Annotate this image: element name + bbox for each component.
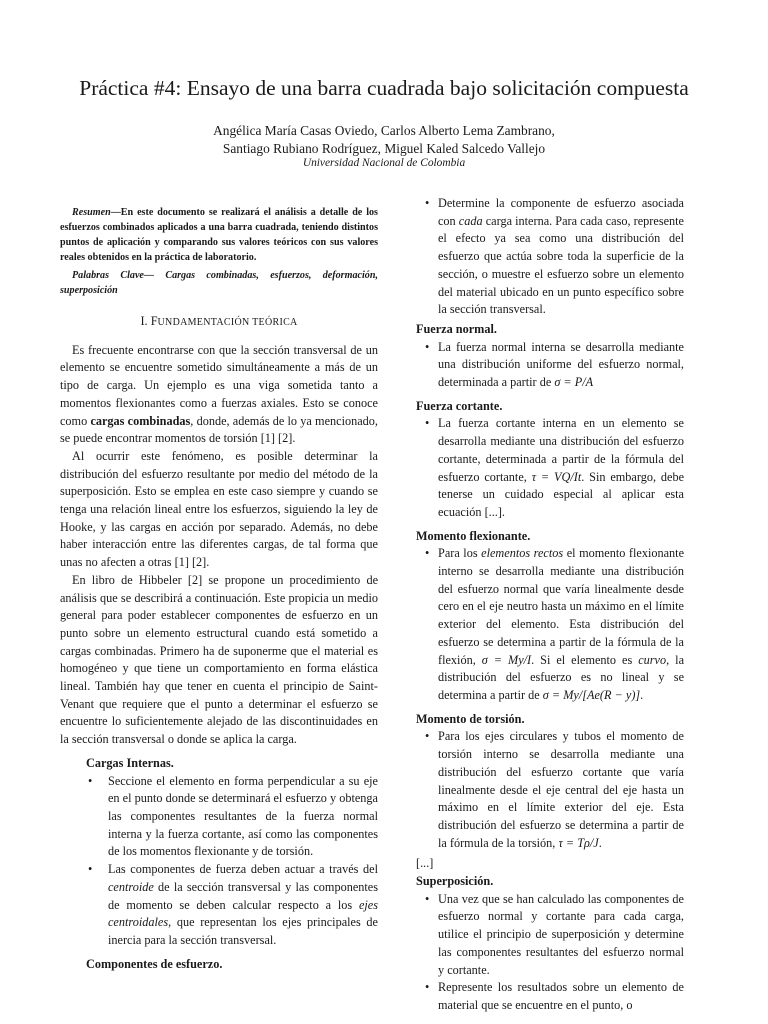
keywords xyxy=(60,268,378,298)
bullet-icon: • xyxy=(425,546,430,561)
left-column xyxy=(60,205,378,973)
bullet-icon: • xyxy=(88,862,93,877)
list-item xyxy=(416,728,684,852)
componentes-heading: Componentes de esfuerzo. xyxy=(86,956,223,971)
authors-line-2: Santiago Rubiano Rodríguez, Miguel Kaled Salcedo Vallejo xyxy=(222,141,546,156)
list-item-emphasis: centroide xyxy=(108,879,154,894)
paragraph-2: Al ocurrir este fenómeno, es posible determinar la distribución del esfuerzo resultante por medio del método de la superposición. Esto se emplea en este caso siempre y cuando se tenga una relación lineal entre los esfuerzos, siguiendo la ley de Hooke, y las cargas en acción por separado. Además, no debe haber interacción entre las diferentes cargas, de tal forma que unas no afecten a otras [1] [2]. xyxy=(60,448,378,570)
list-item xyxy=(416,339,684,392)
section-heading xyxy=(60,313,378,332)
paragraph-1-bold: cargas combinadas xyxy=(90,413,191,428)
cargas-internas-heading: Cargas Internas. xyxy=(86,755,174,770)
list-item-text: . xyxy=(640,687,644,702)
list-item-text: , la distribución del esfuerzo es no lineal y se determina a partir de xyxy=(438,652,685,702)
cargas-internas-list xyxy=(60,773,378,950)
list-item-text: . Si el elemento es xyxy=(531,652,639,667)
list-item-text: Seccione el elemento en forma perpendicular a su eje en el punto donde se determinará el esfuerzo y obtenga las componentes resultantes de la fuerza normal interna y la fuerza cortante, así como las componentes de los momentos flexionante y de torsión. xyxy=(108,773,378,859)
fuerza-normal-heading: Fuerza normal. xyxy=(416,321,497,336)
bullet-icon: • xyxy=(425,729,430,744)
list-item-text: Las componentes de fuerza deben actuar a través del xyxy=(108,862,378,877)
list-item-text: Represente los resultados sobre un elemento de material que se encuentre en el punto, o xyxy=(438,980,684,1012)
list-item xyxy=(416,891,684,980)
list-item-text: . Sin embargo, debe tenerse un cuidado especial al aplicar esta ecuación [...]. xyxy=(438,469,685,519)
componentes-list xyxy=(416,195,684,319)
section-title-rest: UNDAMENTACIÓN TEÓRICA xyxy=(157,317,298,328)
affiliation: Universidad Nacional de Colombia xyxy=(302,157,466,169)
list-item xyxy=(416,979,684,1014)
abstract xyxy=(60,205,378,265)
list-item-text: Una vez que se han calculado las componentes de esfuerzo normal y cortante para cada carga, utilice el principio de superposición y determine las componentes resultantes del esfuerzo normal y cortante. xyxy=(438,891,684,977)
formula: σ = P/A xyxy=(554,375,594,390)
momento-flexionante-list xyxy=(416,545,684,704)
list-item-text: Determine la componente de esfuerzo asociada con xyxy=(438,196,684,228)
list-item xyxy=(60,773,378,862)
list-item-text: Para los xyxy=(438,546,482,561)
list-item-emphasis: ejes centroidales xyxy=(108,897,378,930)
bullet-icon: • xyxy=(425,196,430,210)
fuerza-cortante-list xyxy=(416,415,684,521)
momento-torsion-list xyxy=(416,728,684,852)
bullet-icon: • xyxy=(425,416,430,431)
formula: σ = My/I xyxy=(481,652,532,667)
list-item xyxy=(416,545,684,704)
list-item-emphasis: elementos rectos xyxy=(481,546,564,561)
bullet-icon: • xyxy=(425,339,430,354)
section-number: I. xyxy=(140,314,148,328)
formula: τ = VQ/It xyxy=(531,469,582,484)
ellipsis-text: [...] xyxy=(416,856,434,871)
fuerza-normal-list xyxy=(416,339,684,392)
paragraph-1-text-end: , donde, además de lo ya mencionado, se puede encontrar momentos de torsión [1] [2]. xyxy=(60,413,378,446)
list-item-text: . xyxy=(598,835,602,850)
list-item-text: La fuerza normal interna se desarrolla mediante una distribución uniforme del esfuerzo normal, determinada a partir de xyxy=(438,339,684,390)
paragraph-3: En libro de Hibbeler [2] se propone un procedimiento de análisis que se describirá a continuación. Este propicia un medio general para poder establecer componentes de esfuerzo en un punto sobre un elemento estructural cuando está sometido a cargas combinadas. Primero ha de suponerme que el material es homogéneo y que tiene un comportamiento en forma elástica lineal. También hay que tener en cuenta el principio de Saint-Venant que requiere que el punto a determinar el esfuerzo se encuentre lo suficientemente alejado de las discontinuidades en la sección transversal o donde se aplica la carga. xyxy=(60,572,378,747)
fuerza-cortante-heading: Fuerza cortante. xyxy=(416,398,503,413)
list-item-text: , que representan los ejes principales de inercia para la sección transversal. xyxy=(108,915,378,947)
list-item-text: el momento flexionante interno se desarrolla mediante una distribución del esfuerzo normal que varía linealmente desde cero en el eje neutro hasta un máximo en el límite exterior del elemento. Esta distribución del esfuerzo se determina a partir de la fórmula de la flexión, xyxy=(438,546,685,667)
bullet-icon: • xyxy=(425,891,430,906)
formula: τ = Tρ/J xyxy=(558,835,599,850)
abstract-label: Resumen xyxy=(72,207,111,218)
bullet-icon: • xyxy=(425,980,430,995)
keywords-text: — Cargas combinadas, esfuerzos, deformación, superposición xyxy=(60,270,378,296)
paper-title: Práctica #4: Ensayo de una barra cuadrada bajo solicitación compuesta xyxy=(79,76,689,100)
list-item-text: Para los ejes circulares y tubos el momento de torsión interno se desarrolla mediante una distribución del esfuerzo cortante que varía linealmente desde el eje central del eje hasta un máximo en el límite exterior del eje. Esta distribución del esfuerzo se determina a partir de la fórmula de la torsión, xyxy=(438,729,684,850)
list-item-emphasis: curvo xyxy=(638,652,667,667)
list-item xyxy=(60,861,378,950)
list-item xyxy=(416,195,684,319)
list-item-text: carga interna. Para cada caso, represente el efecto ya sea como una distribución del esfuerzo que actúa sobre toda la superficie de la sección, o muestre el esfuerzo sobre un elemento del material ubicado en un punto específico sobre la sección transversal. xyxy=(438,213,684,317)
abstract-text: —En este documento se realizará el análisis a detalle de los esfuerzos combinados aplicados a una barra cuadrada, teniendo distintos puntos de aplicación y comparando sus valores teóricos con sus valores reales obtenidos en la práctica de laboratorio. xyxy=(60,207,378,263)
superposicion-list xyxy=(416,891,684,1015)
paragraph-1 xyxy=(60,342,378,448)
list-item-text: La fuerza cortante interna en un elemento se desarrolla mediante una distribución del esfuerzo cortante, determinada a partir de la fórmula del esfuerzo cortante, xyxy=(438,416,684,484)
keywords-label: Palabras Clave xyxy=(72,270,144,281)
bullet-icon: • xyxy=(88,773,93,788)
superposicion-heading: Superposición. xyxy=(416,874,494,889)
authors-line-1: Angélica María Casas Oviedo, Carlos Alberto Lema Zambrano, xyxy=(213,123,555,138)
list-item xyxy=(416,415,684,521)
right-column xyxy=(416,196,685,1015)
momento-flexionante-heading: Momento flexionante. xyxy=(416,528,531,543)
list-item-emphasis: cada xyxy=(458,213,483,228)
formula: σ = My/[Ae(R − y)] xyxy=(542,687,641,702)
list-item-text: de la sección transversal y las componentes de momento se deben calcular respecto a los xyxy=(108,879,378,912)
author-list xyxy=(60,122,708,158)
paragraph-1-text: Es frecuente encontrarse con que la sección transversal de un elemento se encuentre sometido simultáneamente a más de un tipo de carga. Un ejemplo es una viga sometida tanto a momentos flexionantes como a fuerzas axiales. Esto se conoce como xyxy=(60,342,378,428)
momento-torsion-heading: Momento de torsión. xyxy=(416,711,525,726)
section-first-letter: F xyxy=(150,314,158,328)
